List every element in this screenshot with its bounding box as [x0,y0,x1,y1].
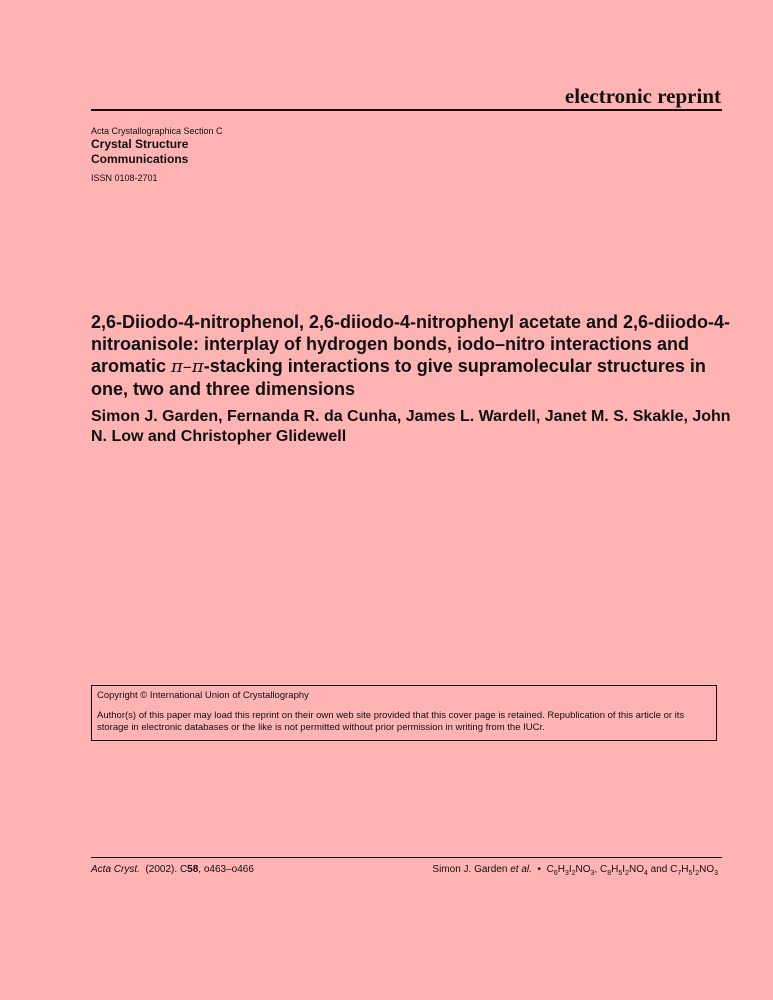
formula-subscript: 3 [564,870,569,877]
header-label: electronic reprint [564,84,721,108]
formula-subscript: 5 [618,870,623,877]
formula-subscript: 3 [590,870,595,877]
footer-bullet: • [537,864,541,875]
formula-element: H [611,864,619,875]
formula-element: NO [575,864,591,875]
issn: ISSN 0108-2701 [91,173,158,183]
footer-author-formulas: Simon J. Garden et al. • $C_6H_3I_2NO_3$, $C_8H_5I_2NO_4$ and $C_7H_5I_2NO_3$ [432,864,718,877]
section-title-line1: Crystal Structure [91,137,189,151]
footer-volume: 58 [187,864,199,875]
formula-subscript: 8 [607,870,612,877]
footer-etal: et al. [510,864,532,875]
formula-element: I [692,864,696,875]
formula-element: H [681,864,689,875]
formula-subscript: 5 [688,870,693,877]
footer-authors: Simon J. Garden [432,864,508,875]
formula-subscript: 2 [625,870,629,877]
title-pi: π–π [171,356,204,377]
top-rule [91,109,722,111]
title-part1: 2,6-Diiodo-4-nitrophenol, 2,6-diiodo-4-nitrophenyl acetate and 2,6-diiodo-4-nitroanisole: interplay of hydrogen bonds, iodo–nitro interactions and aromatic [91,312,731,376]
formula-subscript: 3 [714,870,718,877]
copyright-line: Copyright © International Union of Crystallography [97,690,309,701]
formula-subscript: 7 [677,870,682,877]
authors: Simon J. Garden, Fernanda R. da Cunha, James L. Wardell, Janet M. S. Skakle, John N. Low and Christopher Glidewell [91,408,731,445]
republication-notice: Author(s) of this paper may load this reprint on their own web site provided that this cover page is retained. Republication of this article or its storage in electronic databases or the like is not permitted without prior permission in writing from the IUCr. [97,710,685,733]
formula-element: NO [699,864,715,875]
footer-journal-abbr: Acta Cryst. [91,864,140,875]
formula-element: C [670,864,678,875]
formula-subscript: 6 [553,870,558,877]
formula-3 [670,864,718,875]
footer-year: (2002). [145,864,178,875]
formula-element: NO [628,864,644,875]
formula-element: I [622,864,626,875]
formula-element: C [546,864,554,875]
footer-citation [91,864,254,875]
journal-name: Acta Crystallographica Section C [91,126,223,136]
article-title [91,311,731,400]
title-part2: -stacking interactions to give supramolecular structures in one, two and three dimensions [91,356,706,399]
footer-and: and [650,864,668,875]
formula-2 [600,864,648,875]
footer-section-letter: C [179,864,188,875]
footer-pages: , o463–o466 [198,864,254,875]
formula-element: C [600,864,608,875]
formula-element: H [557,864,565,875]
formula-1 [547,864,595,875]
section-title [91,137,188,167]
formula-element: I [568,864,572,875]
bottom-rule [91,857,722,858]
formula-subscript: 2 [695,870,700,877]
section-title-line2: Communications [91,152,189,166]
copyright-box [91,685,717,741]
formula-subscript: 2 [571,870,576,877]
formula-subscript: 4 [643,870,648,877]
